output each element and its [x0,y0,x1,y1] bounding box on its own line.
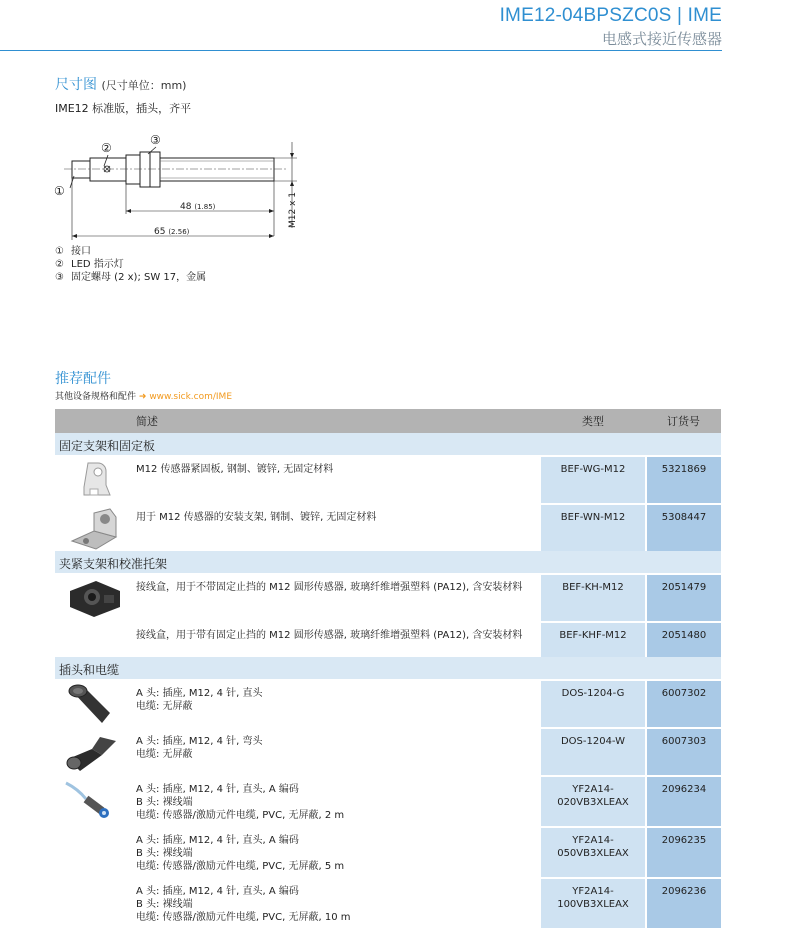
svg-text:48 (1.85) [180,202,216,212]
dimension-drawing [52,128,312,243]
table-row[interactable] [55,827,721,878]
callout-1: ① [54,184,65,198]
product-image [55,504,132,551]
table-row[interactable] [55,504,721,551]
product-description: M12 传感器紧固板, 钢制、镀锌, 无固定材料 [132,456,540,504]
category-label: 固定支架和固定板 [55,433,721,456]
accessories-title: 推荐配件 [55,371,111,387]
dim-65: 65 [154,227,166,237]
header-image [55,409,132,433]
header-type: 类型 [540,409,646,433]
cable-connector-icon [62,779,126,823]
product-type: DOS-1204-G [540,680,646,728]
clamp-block-icon [62,577,126,621]
header-subtitle: 电感式接近传感器 [601,30,722,48]
svg-text:65 (2.56) [154,227,190,237]
product-description: 用于 M12 传感器的安装支架, 钢制、镀锌, 无固定材料 [132,504,540,551]
table-row[interactable] [55,456,721,504]
accessories-link[interactable]: www.sick.com/IME [149,392,232,402]
table-row[interactable] [55,622,721,657]
header-title: IME12-04BPSZC0S | IME [499,5,722,26]
order-number: 2096234 [646,776,721,827]
product-description: A 头: 插座, M12, 4 针, 直头, A 编码 B 头: 裸线端 电缆: 传感器/激励元件电缆, PVC, 无屏蔽, 10 m [132,878,540,928]
dimension-legend [55,245,206,284]
dimension-variant: IME12 标准版，插头，齐平 [55,102,192,115]
product-description: A 头: 插座, M12, 4 针, 直头 电缆: 无屏蔽 [132,680,540,728]
dimension-section-title [55,74,186,94]
category-label: 夹紧支架和校准托架 [55,551,721,574]
dim-65-inch: (2.56) [168,228,190,236]
product-description: A 头: 插座, M12, 4 针, 弯头 电缆: 无屏蔽 [132,728,540,776]
arrow-right-icon: ➜ [138,392,147,402]
bracket-plate-icon [64,459,124,503]
product-image [55,728,132,776]
table-header-row [55,409,721,433]
table-row[interactable] [55,878,721,928]
order-number: 6007303 [646,728,721,776]
table-row[interactable] [55,728,721,776]
dimension-title: 尺寸图 [55,77,97,93]
category-row [55,551,721,574]
order-number: 2096236 [646,878,721,928]
straight-connector-icon [62,683,126,727]
order-number: 2051480 [646,622,721,657]
product-type: DOS-1204-W [540,728,646,776]
product-type: BEF-KHF-M12 [540,622,646,657]
product-description: A 头: 插座, M12, 4 针, 直头, A 编码 B 头: 裸线端 电缆: 传感器/激励元件电缆, PVC, 无屏蔽, 5 m [132,827,540,878]
product-image-empty [55,878,132,928]
product-image [55,456,132,504]
legend-item: ③ 固定螺母 (2 x); SW 17，金属 [55,272,207,283]
accessories-table [55,409,721,928]
product-type: BEF-WG-M12 [540,456,646,504]
product-image [55,680,132,728]
product-image [55,574,132,622]
product-image-empty [55,827,132,878]
dim-48-inch: (1.85) [194,203,216,211]
product-type: YF2A14- 050VB3XLEAX [540,827,646,878]
accessories-link-prefix: 其他设备规格和配件 [55,392,137,402]
product-type: YF2A14- 020VB3XLEAX [540,776,646,827]
thread-label: M12 x 1 [288,192,298,228]
category-label: 插头和电缆 [55,657,721,680]
order-number: 5308447 [646,504,721,551]
legend-item: ② LED 指示灯 [55,259,124,270]
table-row[interactable] [55,680,721,728]
product-description: A 头: 插座, M12, 4 针, 直头, A 编码 B 头: 裸线端 电缆: 传感器/激励元件电缆, PVC, 无屏蔽, 2 m [132,776,540,827]
product-image-empty [55,622,132,657]
product-description: 接线盒，用于带有固定止挡的 M12 圆形传感器, 玻璃纤维增强塑料 (PA12), 含安装材料 [132,622,540,657]
product-type: BEF-WN-M12 [540,504,646,551]
header-desc: 简述 [132,409,540,433]
product-description: 接线盒，用于不带固定止挡的 M12 圆形传感器, 玻璃纤维增强塑料 (PA12), 含安装材料 [132,574,540,622]
table-row[interactable] [55,776,721,827]
order-number: 5321869 [646,456,721,504]
legend-item: ① 接口 [55,246,91,257]
order-number: 2051479 [646,574,721,622]
product-type: YF2A14- 100VB3XLEAX [540,878,646,928]
angle-bracket-icon [62,507,126,551]
header-rule [0,50,722,51]
category-row [55,433,721,456]
product-image [55,776,132,827]
callout-3: ③ [150,133,161,147]
dimension-unit-note: (尺寸单位：mm) [101,79,187,92]
product-type: BEF-KH-M12 [540,574,646,622]
category-row [55,657,721,680]
table-row[interactable] [55,574,721,622]
accessories-link-line [55,389,232,402]
dim-48: 48 [180,202,192,212]
order-number: 2096235 [646,827,721,878]
angled-connector-icon [62,731,126,775]
callout-2: ② [101,141,112,155]
header-order: 订货号 [646,409,721,433]
order-number: 6007302 [646,680,721,728]
